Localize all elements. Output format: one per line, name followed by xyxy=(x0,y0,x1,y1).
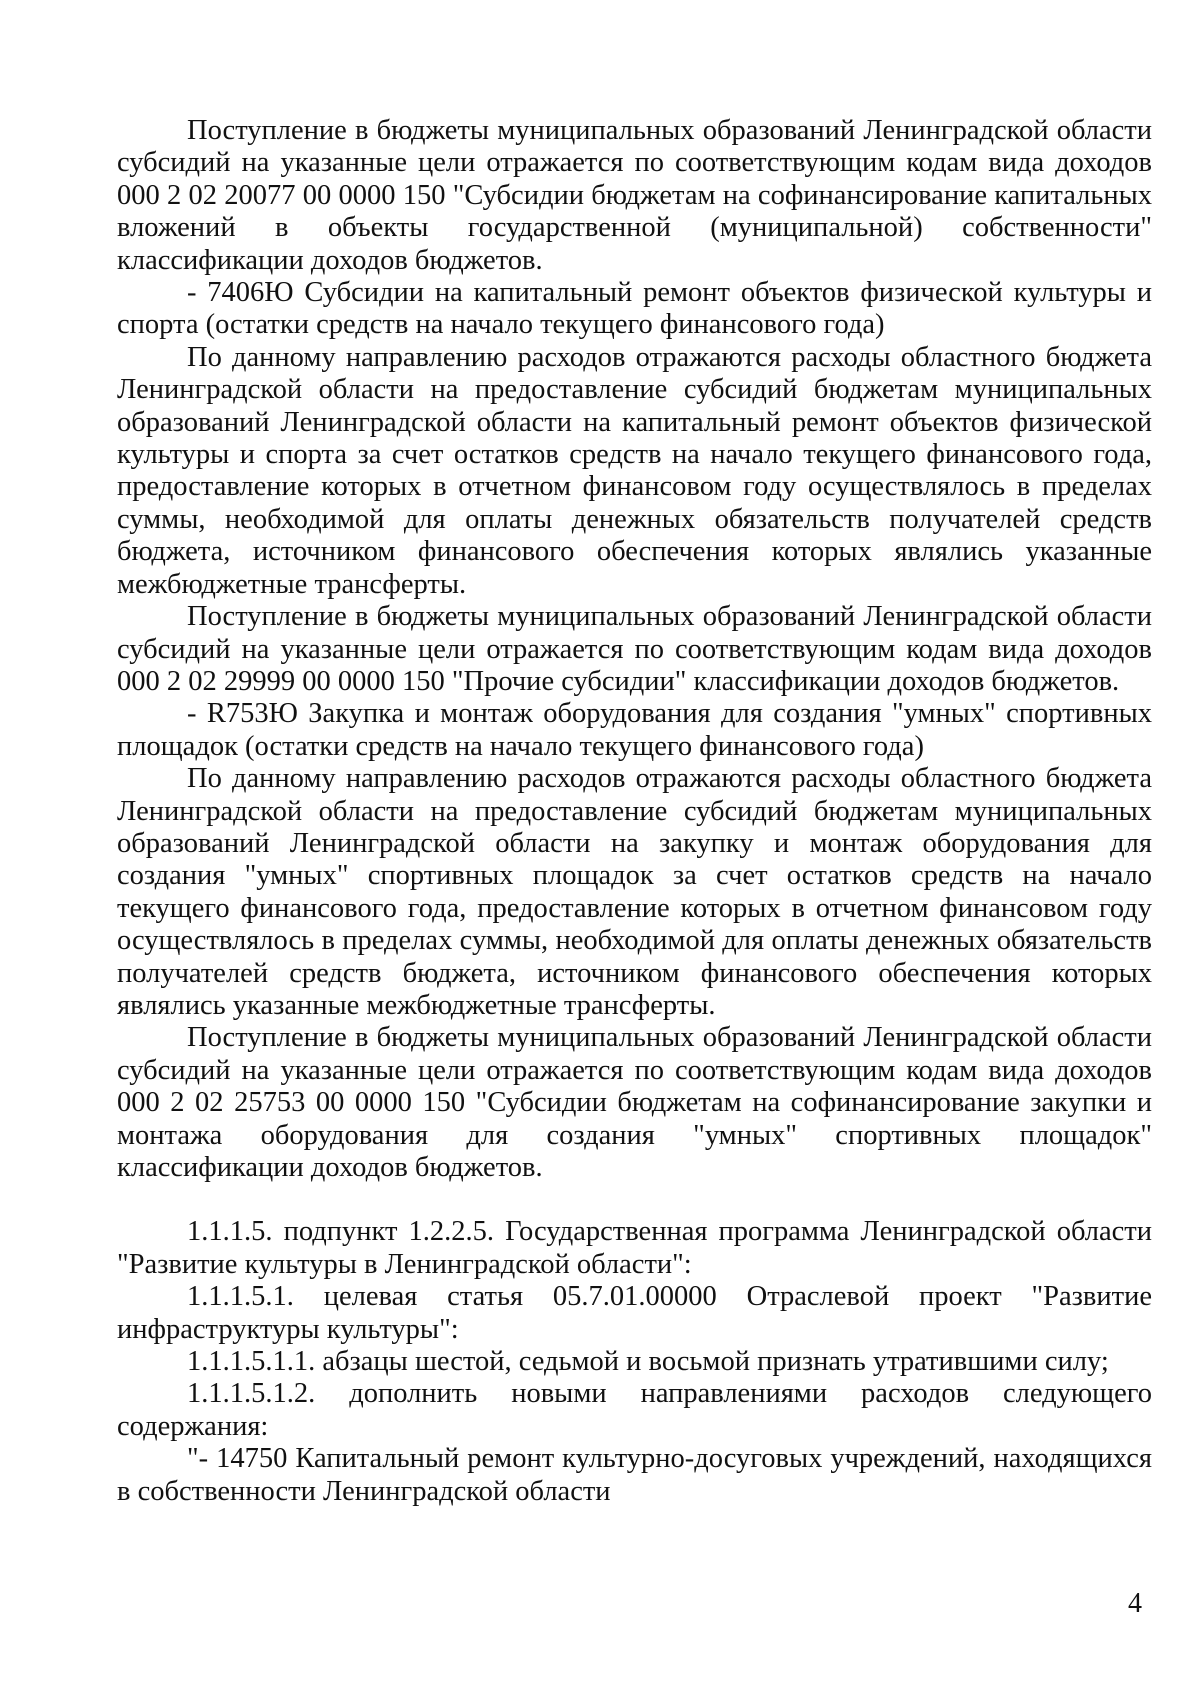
paragraph-revenue-20077: Поступление в бюджеты муниципальных образований Ленинградской области субсидий на указанные цели отражается по соответствующим кодам вида доходов 000 2 02 20077 00 0000 150 "Субсидии бюджетам на софинансирование капитальных вложений в объекты государственной (муниципальной) собственности" классификации доходов бюджетов. xyxy=(117,115,1152,276)
paragraph-item-7406: - 7406Ю Субсидии на капитальный ремонт объектов физической культуры и спорта (остатки средств на начало текущего финансового года) xyxy=(117,277,1152,341)
paragraph-revenue-29999: Поступление в бюджеты муниципальных образований Ленинградской области субсидий на указанные цели отражается по соответствующим кодам вида доходов 000 2 02 29999 00 0000 150 "Прочие субсидии" классификации доходов бюджетов. xyxy=(117,601,1152,697)
page-number: 4 xyxy=(1128,1588,1142,1619)
document-body xyxy=(117,115,1152,1508)
paragraph-spacer xyxy=(117,1184,1152,1216)
paragraph-revenue-25753: Поступление в бюджеты муниципальных образований Ленинградской области субсидий на указанные цели отражается по соответствующим кодам вида доходов 000 2 02 25753 00 0000 150 "Субсидии бюджетам на софинансирование закупки и монтажа оборудования для создания "умных" спортивных площадок" классификации доходов бюджетов. xyxy=(117,1022,1152,1183)
paragraph-subclause-1-1-1-5-1: 1.1.1.5.1. целевая статья 05.7.01.00000 Отраслевой проект "Развитие инфраструктуры культуры": xyxy=(117,1281,1152,1345)
paragraph-direction-r753: По данному направлению расходов отражаются расходы областного бюджета Ленинградской области на предоставление субсидий бюджетам муниципальных образований Ленинградской области на закупку и монтаж оборудования для создания "умных" спортивных площадок за счет остатков средств на начало текущего финансового года, предоставление которых в отчетном финансовом году осуществлялось в пределах суммы, необходимой для оплаты денежных обязательств получателей средств бюджета, источником финансового обеспечения которых являлись указанные межбюджетные трансферты. xyxy=(117,763,1152,1021)
paragraph-direction-7406: По данному направлению расходов отражаются расходы областного бюджета Ленинградской области на предоставление субсидий бюджетам муниципальных образований Ленинградской области на капитальный ремонт объектов физической культуры и спорта за счет остатков средств на начало текущего финансового года, предоставление которых в отчетном финансовом году осуществлялось в пределах суммы, необходимой для оплаты денежных обязательств получателей средств бюджета, источником финансового обеспечения которых являлись указанные межбюджетные трансферты. xyxy=(117,341,1152,600)
paragraph-subclause-1-1-1-5-1-1: 1.1.1.5.1.1. абзацы шестой, седьмой и восьмой признать утратившими силу; xyxy=(187,1346,1109,1378)
paragraph-subclause-1-1-1-5-1-2: 1.1.1.5.1.2. дополнить новыми направлениями расходов следующего содержания: xyxy=(117,1378,1152,1442)
paragraph-item-14750: "- 14750 Капитальный ремонт культурно-досуговых учреждений, находящихся в собственности Ленинградской области xyxy=(117,1443,1152,1507)
paragraph-subclause-1-1-1-5: 1.1.1.5. подпункт 1.2.2.5. Государственная программа Ленинградской области "Развитие культуры в Ленинградской области": xyxy=(117,1216,1152,1280)
paragraph-item-r753: - R753Ю Закупка и монтаж оборудования для создания "умных" спортивных площадок (остатки средств на начало текущего финансового года) xyxy=(117,698,1152,762)
